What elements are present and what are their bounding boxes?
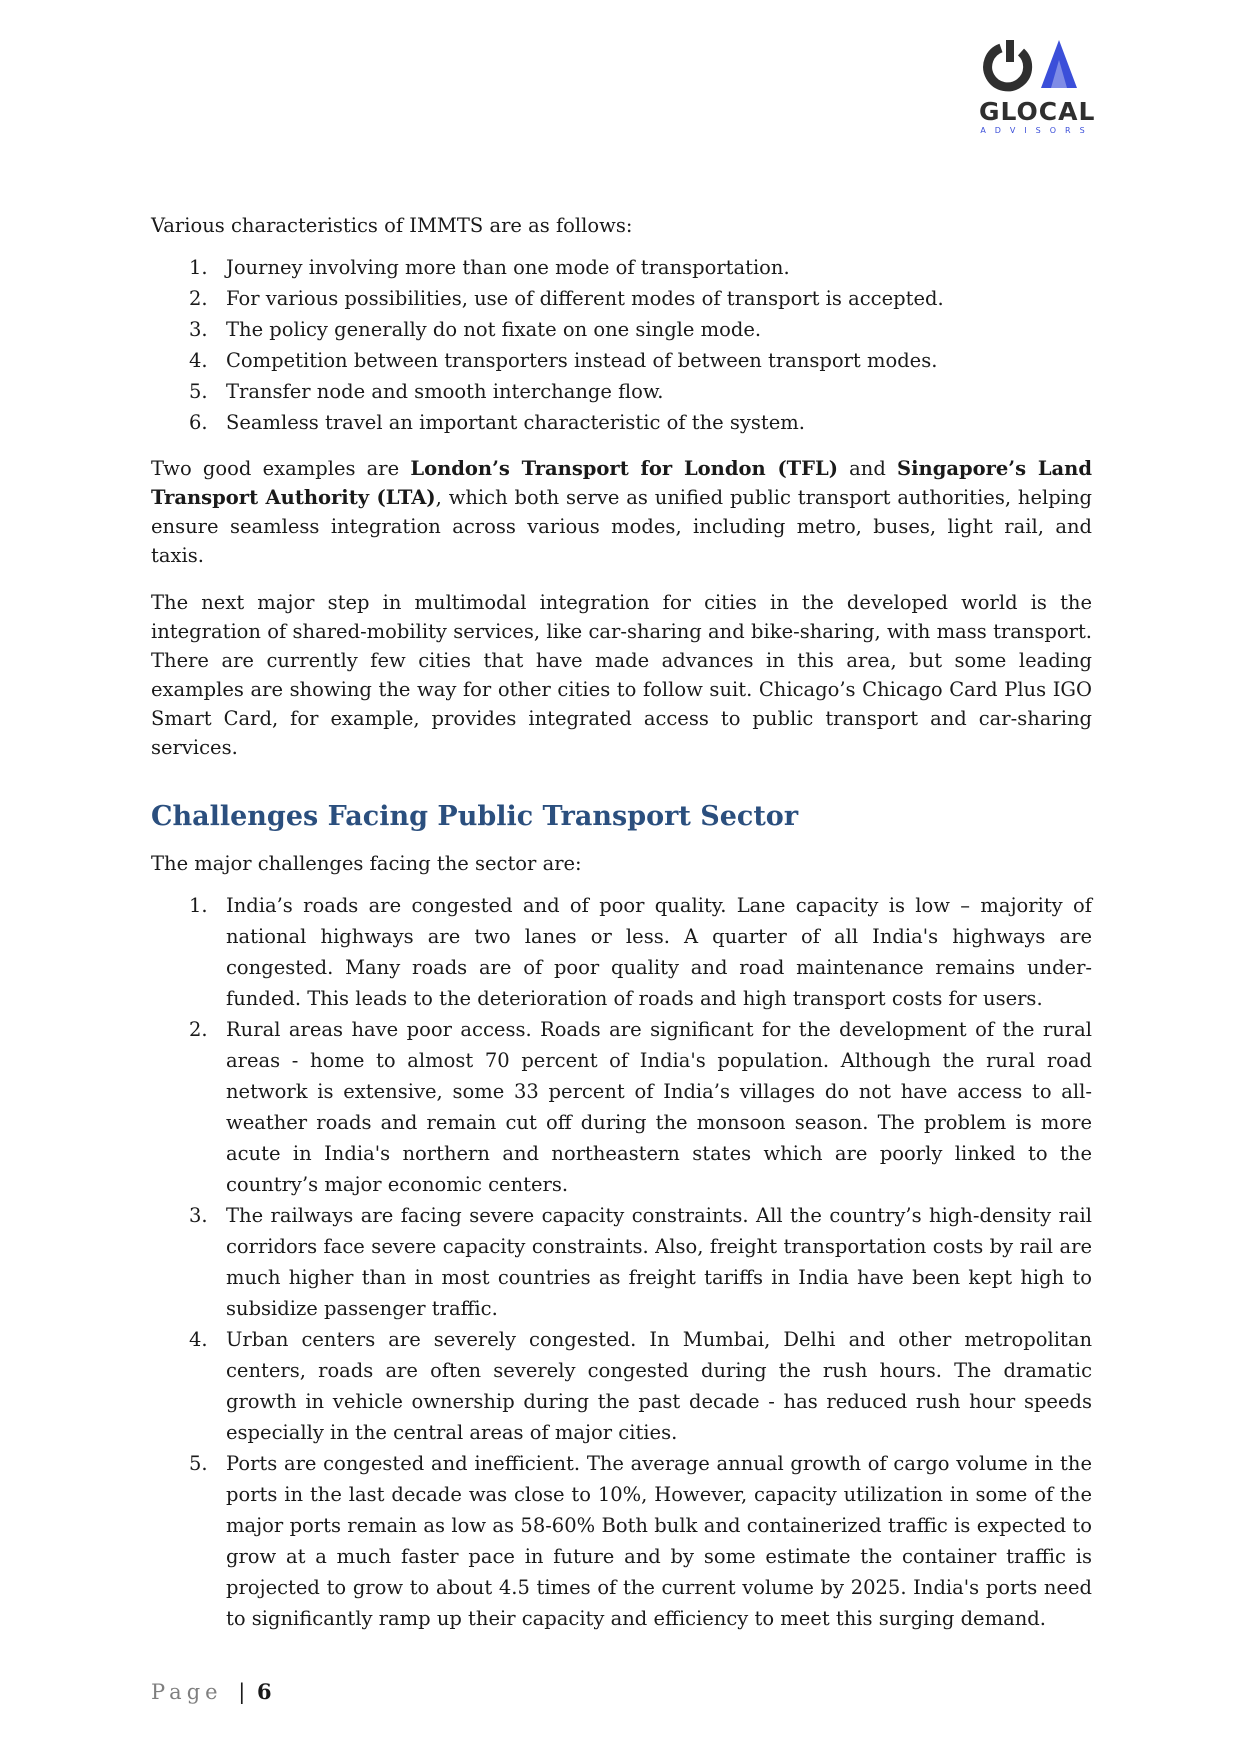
characteristics-list — [151, 252, 1092, 438]
section-heading: Challenges Facing Public Transport Sector — [151, 801, 799, 832]
characteristics-intro: Various characteristics of IMMTS are as follows: — [151, 214, 633, 237]
list-item: 1. India’s roads are congested and of poor quality. Lane capacity is low – majority of national highways are two lanes or less. A quarter of all India's highways are congested. Many roads are of poor quality and road maintenance remains under-funded. This leads to the deterioration of roads and high transport costs for users. — [189, 894, 1092, 1010]
list-item: 4. Competition between transporters instead of between transport modes. — [189, 349, 938, 372]
page-number: 6 — [257, 1679, 272, 1704]
list-item: 3. The railways are facing severe capacity constraints. All the country’s high-density rail corridors face severe capacity constraints. Also, freight transportation costs by rail are much higher than in most countries as freight tariffs in India have been kept high to subsidize passenger traffic. — [189, 1204, 1092, 1320]
company-logo — [979, 38, 1095, 142]
next-step-paragraph: The next major step in multimodal integration for cities in the developed world is the integration of shared-mobility services, like car-sharing and bike-sharing, with mass transport. There are currently few cities that have made advances in this area, but some leading examples are showing the way for other cities to follow suit. Chicago’s Chicago Card Plus IGO Smart Card, for example, provides integrated access to public transport and car-sharing services. — [151, 591, 1092, 759]
list-item: 4. Urban centers are severely congested. In Mumbai, Delhi and other metropolitan centers, roads are often severely congested during the rush hours. The dramatic growth in vehicle ownership during the past decade - has reduced rush hour speeds especially in the central areas of major cities. — [189, 1328, 1092, 1444]
challenges-list — [151, 890, 1092, 1634]
lta-name: Singapore’s Land Transport Authority (LTA) — [151, 457, 1092, 509]
list-item: 5. Transfer node and smooth interchange flow. — [189, 380, 664, 403]
logo-brand: GLOCAL — [979, 97, 1096, 126]
examples-paragraph: Two good examples are London’s Transport for London (TFL) and Singapore’s Land Transport Authority (LTA), which both serve as unified public transport authorities, helping ensure seamless integration across various modes, including metro, buses, light rail, and taxis. — [151, 457, 1092, 567]
list-item: 5. Ports are congested and inefficient. The average annual growth of cargo volume in the ports in the last decade was close to 10%, However, capacity utilization in some of the major ports remain as low as 58-60% Both bulk and containerized traffic is expected to grow at a much faster pace in future and by some estimate the container traffic is projected to grow to about 4.5 times of the current volume by 2025. India's ports need to significantly ramp up their capacity and efficiency to meet this surging demand. — [189, 1452, 1092, 1630]
footer-separator: | — [238, 1680, 246, 1704]
page-label: Page — [151, 1680, 223, 1704]
list-item: 1. Journey involving more than one mode of transportation. — [189, 256, 790, 279]
list-item: 3. The policy generally do not fixate on one single mode. — [189, 318, 762, 341]
list-item: 2. Rural areas have poor access. Roads are significant for the development of the rural areas - home to almost 70 percent of India's population. Although the rural road network is extensive, some 33 percent of India’s villages do not have access to all-weather roads and remain cut off during the monsoon season. The problem is more acute in India's northern and northeastern states which are poorly linked to the country’s major economic centers. — [189, 1018, 1092, 1196]
logo-tagline: ADVISORS — [980, 126, 1094, 135]
tfl-name: London’s Transport for London (TFL) — [410, 457, 838, 480]
list-item: 2. For various possibilities, use of different modes of transport is accepted. — [189, 287, 944, 310]
logo-mark-icon — [979, 38, 1095, 98]
challenges-intro: The major challenges facing the sector are: — [151, 852, 582, 875]
main-content — [151, 211, 1092, 1634]
list-item: 6. Seamless travel an important characteristic of the system. — [189, 411, 805, 434]
page-footer — [151, 1679, 272, 1704]
